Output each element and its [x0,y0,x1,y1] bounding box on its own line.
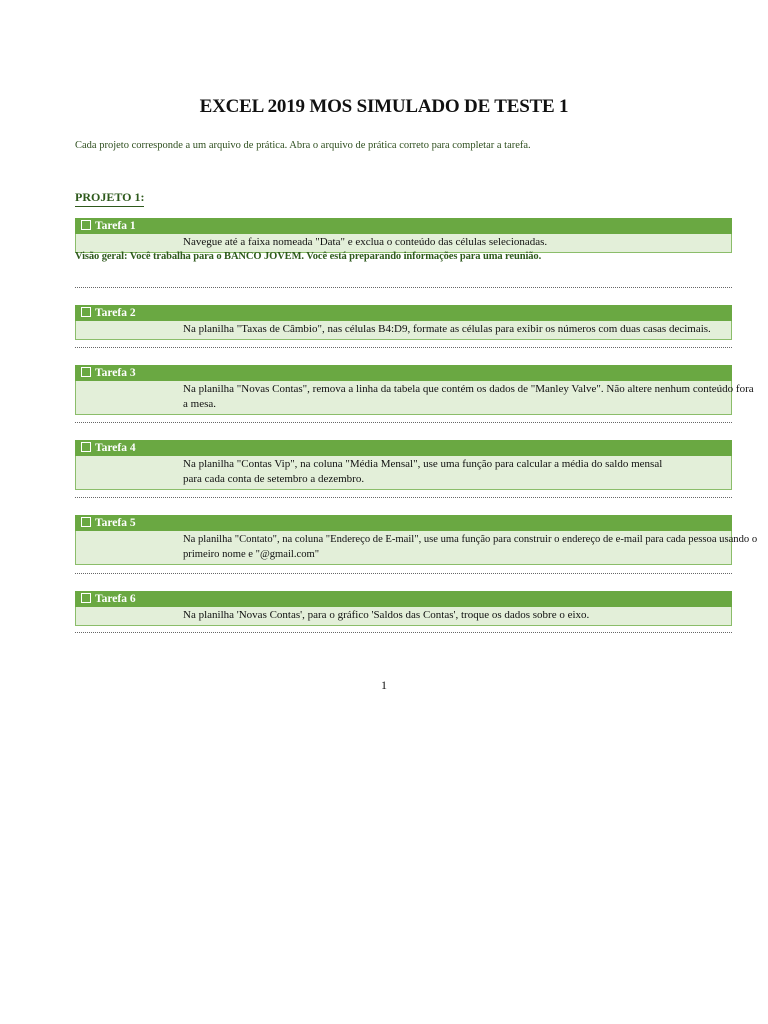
project-overview: Visão geral: Você trabalha para o BANCO JOVEM. Você está preparando informações para uma reunião. [75,251,542,262]
task-6 [75,591,732,626]
divider [75,422,732,423]
divider [75,347,732,348]
task-line: Na planilha 'Novas Contas', para o gráfico 'Saldos das Contas', troque os dados sobre o eixo. [183,609,590,621]
task-header[interactable] [75,305,732,321]
checkbox-icon[interactable] [81,307,91,317]
divider [75,573,732,574]
checkbox-icon[interactable] [81,593,91,603]
checkbox-icon[interactable] [81,367,91,377]
checkbox-icon[interactable] [81,442,91,452]
task-line: Na planilha "Novas Contas", remova a linha da tabela que contém os dados de "Manley Valve". Não altere nenhum conteúdo fora [183,383,754,395]
task-line: para cada conta de setembro a dezembro. [183,473,365,485]
task-line: Na planilha "Contas Vip", na coluna "Média Mensal", use uma função para calcular a média do saldo mensal [183,458,663,470]
task-label: Tarefa 5 [95,517,136,529]
task-description [75,456,732,490]
task-header[interactable] [75,440,732,456]
task-header[interactable] [75,591,732,607]
document-title: EXCEL 2019 MOS SIMULADO DE TESTE 1 [199,96,569,117]
task-label: Tarefa 4 [95,442,136,454]
task-line: primeiro nome e "@gmail.com" [183,549,320,560]
page-number: 1 [381,678,387,692]
task-3 [75,365,754,415]
project-label: PROJETO 1: [75,190,144,207]
task-4 [75,440,732,490]
intro-text: Cada projeto corresponde a um arquivo de prática. Abra o arquivo de prática correto para completar a tarefa. [75,140,531,151]
task-header[interactable] [75,365,732,381]
divider [75,497,732,498]
task-header[interactable] [75,218,732,234]
task-line: Na planilha "Taxas de Câmbio", nas células B4:D9, formate as células para exibir os números com duas casas decimais. [183,323,711,335]
task-label: Tarefa 1 [95,220,136,232]
task-5 [75,515,758,565]
task-description [75,607,732,626]
task-line: Na planilha "Contato", na coluna "Endereço de E-mail", use uma função para construir o endereço de e-mail para cada pessoa usando o [183,534,758,545]
task-description [75,321,732,340]
task-line: a mesa. [183,398,216,410]
task-line: Navegue até a faixa nomeada "Data" e exclua o conteúdo das células selecionadas. [183,236,548,248]
checkbox-icon[interactable] [81,517,91,527]
task-label: Tarefa 3 [95,367,136,379]
task-2 [75,305,732,340]
checkbox-icon[interactable] [81,220,91,230]
divider [75,287,732,288]
task-description [75,531,758,565]
divider [75,632,732,633]
task-label: Tarefa 2 [95,307,136,319]
task-header[interactable] [75,515,732,531]
task-label: Tarefa 6 [95,593,136,605]
task-description [75,381,754,415]
task-1 [75,218,732,253]
